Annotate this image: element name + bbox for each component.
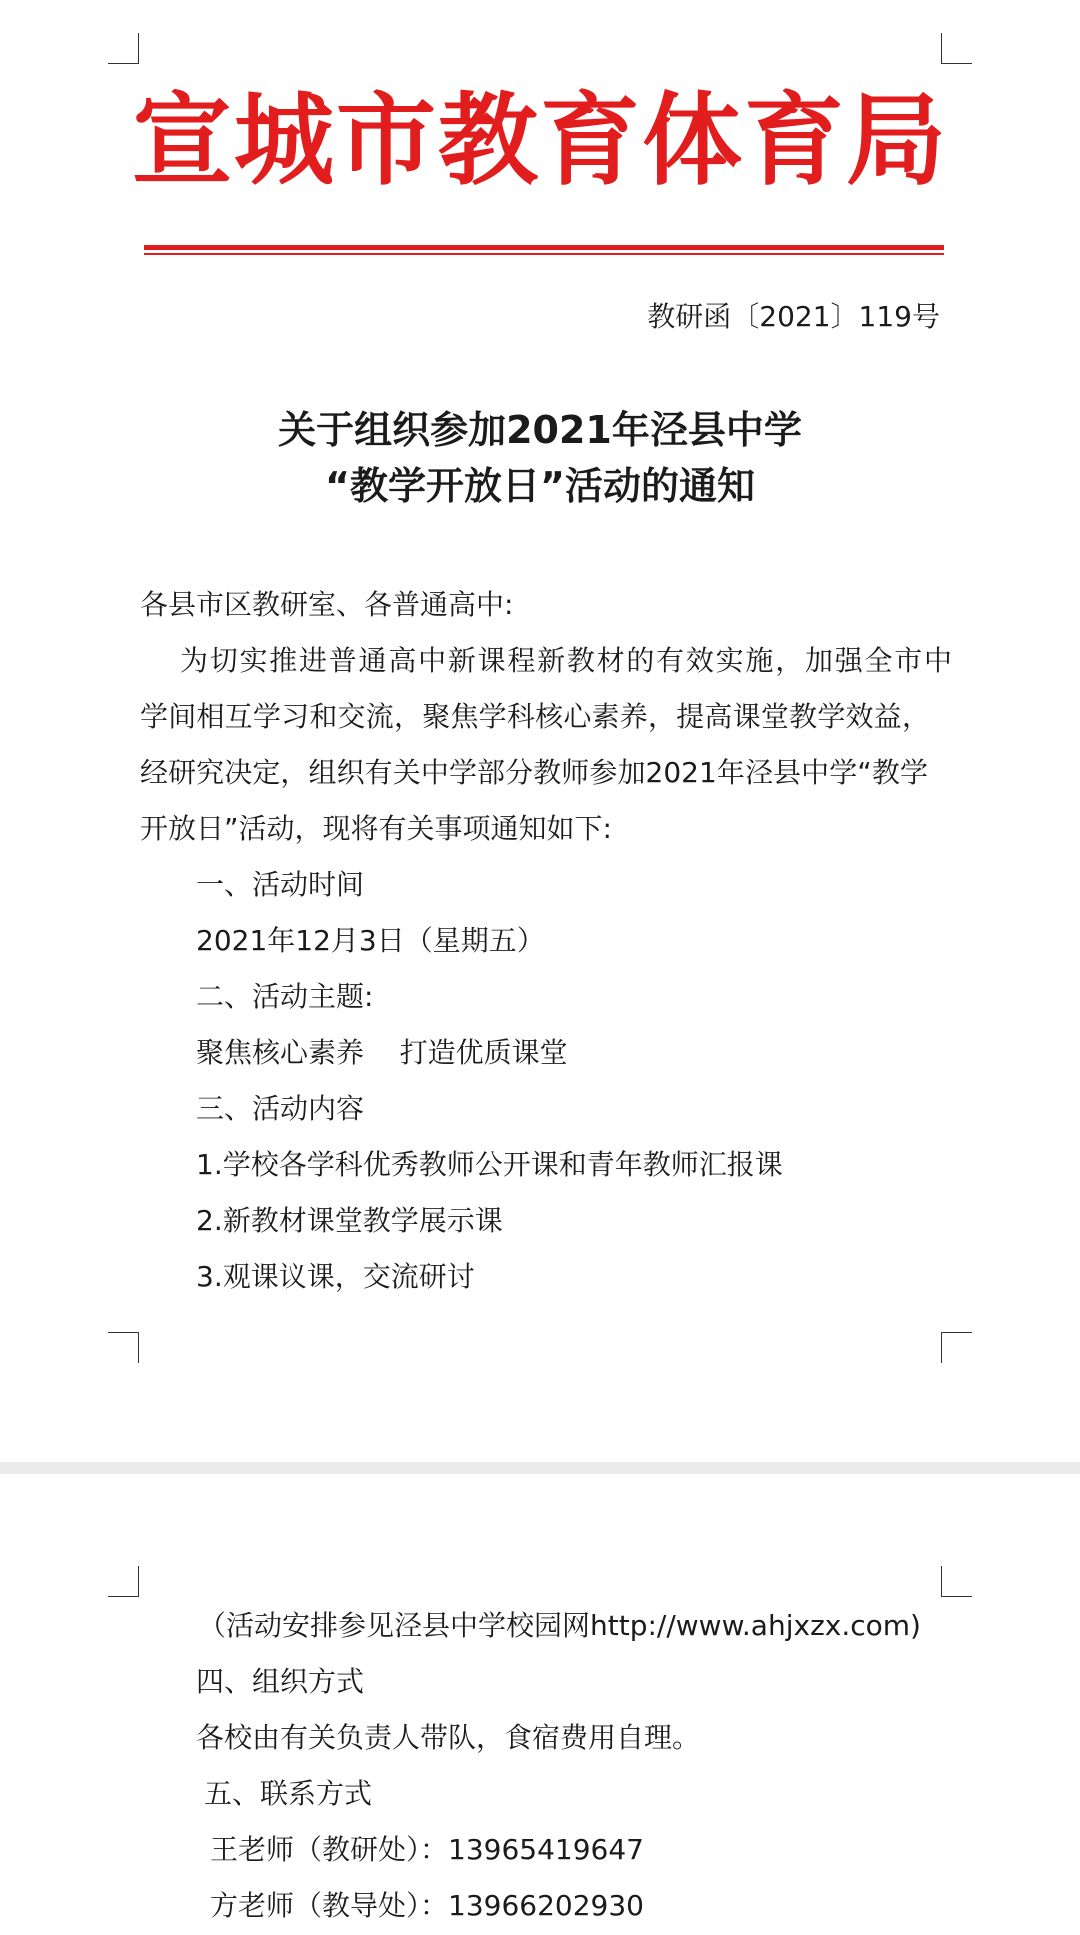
contact-wang: 王老师（教研处）：13965419647	[210, 1833, 644, 1866]
intro-line-2: 学间相互学习和交流，聚焦学科核心素养，提高课堂教学效益，	[140, 700, 930, 733]
section-time-value: 2021年12月3日（星期五）	[196, 924, 545, 957]
content-item-2: 2.新教材课堂教学展示课	[196, 1204, 503, 1237]
salutation: 各县市区教研室、各普通高中:	[140, 588, 514, 621]
crop-mark-bottom-left	[108, 1332, 139, 1363]
section-organization-heading: 四、组织方式	[196, 1665, 365, 1698]
contact-fang: 方老师（教导处）：13966202930	[210, 1889, 644, 1922]
letterhead-rule-thin	[144, 253, 944, 255]
section-content-heading: 三、活动内容	[196, 1092, 365, 1125]
page-separator	[0, 1462, 1080, 1474]
document-number: 教研函〔2021〕119号	[647, 300, 940, 333]
letterhead-rule-thick	[144, 245, 944, 250]
crop-mark-top-left-page-2	[108, 1566, 139, 1597]
section-time-heading: 一、活动时间	[196, 868, 365, 901]
crop-mark-bottom-right	[941, 1332, 972, 1363]
content-item-3: 3.观课议课，交流研讨	[196, 1260, 475, 1293]
section-theme-value: 聚焦核心素养 打造优质课堂	[196, 1036, 568, 1069]
section-organization-value: 各校由有关负责人带队，食宿费用自理。	[196, 1721, 701, 1754]
notice-title-line-1: 关于组织参加2021年泾县中学	[278, 408, 802, 452]
intro-line-3: 经研究决定，组织有关中学部分教师参加2021年泾县中学“教学	[140, 756, 928, 789]
letterhead-agency-name: 宣城市教育体育局	[132, 82, 948, 199]
section-theme-heading: 二、活动主题:	[196, 980, 374, 1013]
content-item-1: 1.学校各学科优秀教师公开课和青年教师汇报课	[196, 1148, 783, 1181]
schedule-note: （活动安排参见泾县中学校园网http://www.ahjxzx.com)	[198, 1609, 921, 1642]
section-contact-heading: 五、联系方式	[204, 1777, 373, 1810]
intro-line-4: 开放日”活动，现将有关事项通知如下:	[140, 812, 612, 845]
document-page-2	[0, 1474, 1080, 1935]
intro-line-1: 为切实推进普通高中新课程新教材的有效实施，加强全市中	[180, 644, 952, 677]
crop-mark-top-right-page-2	[941, 1566, 972, 1597]
notice-title-line-2: “教学开放日”活动的通知	[325, 464, 755, 508]
